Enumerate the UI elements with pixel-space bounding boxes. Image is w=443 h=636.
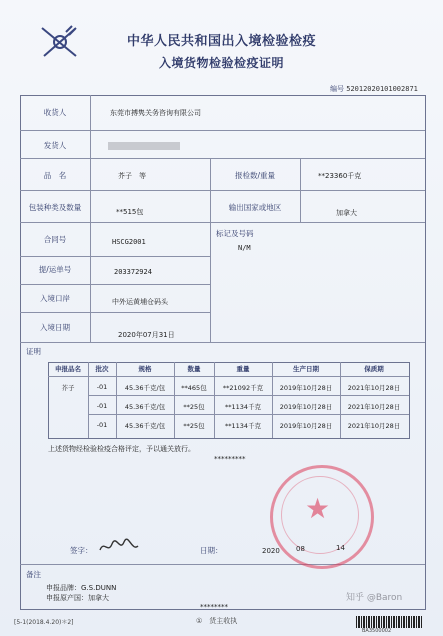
consignee-label: 收货人 — [43, 108, 67, 117]
certificate-number-value: 52012020101002871 — [346, 85, 418, 93]
table-cell: **1134千克 — [224, 403, 262, 411]
remarks-stars: ******** — [200, 603, 228, 611]
table-cell: 45.36千克/包 — [124, 384, 166, 392]
entry-date-label: 入境日期 — [40, 323, 70, 332]
port-value: 中外运黄埔仓码头 — [112, 298, 168, 306]
table-product-cell: 芥子 — [61, 384, 75, 392]
table-cell: 2021年10月28日 — [347, 422, 401, 430]
table-header: 申报品名 — [55, 365, 81, 373]
entry-date-value: 2020年07月31日 — [118, 331, 175, 339]
handwritten-signature — [98, 538, 142, 556]
table-cell: 2019年10月28日 — [279, 403, 333, 411]
document-title: 中华人民共和国出入境检验检疫 — [126, 34, 316, 49]
sign-date-year: 2020 — [262, 547, 280, 555]
contract-label: 合同号 — [43, 235, 67, 244]
table-cell: 2021年10月28日 — [347, 403, 401, 411]
remarks-label: 备注 — [26, 570, 41, 579]
port-label: 入境口岸 — [40, 294, 70, 303]
table-header: 数量 — [187, 365, 201, 373]
remarks-line1: 申报品牌：G.S.DUNN — [46, 584, 117, 592]
table-cell: **25包 — [183, 422, 205, 430]
certificate-section-label: 证明 — [26, 347, 41, 356]
product-name-label: 品 名 — [43, 171, 67, 180]
table-cell: -01 — [96, 402, 108, 410]
table-header: 重量 — [236, 365, 250, 373]
signature-label: 签字： — [70, 546, 93, 555]
bl-value: 203372924 — [114, 268, 152, 276]
form-code: [5-1(2018.4.20)＊2] — [14, 619, 74, 626]
declared-qty-value: **23360千克 — [318, 172, 362, 180]
certificate-number — [330, 84, 418, 94]
table-header: 保质期 — [364, 365, 384, 373]
table-cell: 2021年10月28日 — [347, 384, 401, 392]
document-subtitle: 入境货物检验检疫证明 — [158, 56, 284, 70]
copy-label: ① 货主收执 — [196, 617, 238, 625]
table-cell: 45.36千克/包 — [124, 403, 166, 411]
contract-value: HSCG2001 — [112, 238, 146, 246]
packaging-label: 包装种类及数量 — [28, 203, 82, 212]
table-cell: **25包 — [183, 403, 205, 411]
declared-qty-label: 报检数/重量 — [234, 171, 276, 180]
stamp-star-icon: ★ — [305, 492, 331, 525]
sign-date-day: 14 — [336, 544, 345, 552]
certificate-number-label: 编号 — [330, 85, 344, 93]
table-header: 生产日期 — [293, 365, 319, 373]
bl-label: 提/运单号 — [38, 265, 72, 274]
clearance-statement: 上述货物经检验检疫合格评定，予以通关放行。 — [48, 445, 195, 453]
packaging-value: **515包 — [116, 208, 144, 216]
table-cell: 2019年10月28日 — [279, 384, 333, 392]
table-cell: 2019年10月28日 — [279, 422, 333, 430]
origin-value: 加拿大 — [336, 209, 357, 217]
table-cell: **21092千克 — [222, 384, 264, 392]
table-cell: 45.36千克/包 — [124, 422, 166, 430]
marks-value: N/M — [238, 244, 251, 252]
statement-stars: ********* — [214, 455, 246, 463]
barcode — [356, 616, 422, 628]
origin-label: 输出国家或地区 — [228, 203, 282, 212]
table-cell: **1134千克 — [224, 422, 262, 430]
consignor-redacted — [108, 142, 180, 150]
table-header: 批次 — [95, 365, 109, 373]
table-cell: -01 — [96, 383, 108, 391]
marks-label: 标记及号码 — [216, 229, 254, 238]
barcode-text: BA3500002 — [362, 628, 392, 634]
consignee-value: 东莞市搏隽关务咨询有限公司 — [110, 109, 201, 117]
remarks-line2: 申报原产国：加拿大 — [46, 594, 109, 602]
product-name-value: 芥子 等 — [118, 172, 146, 180]
date-label: 日期： — [200, 546, 223, 555]
consignor-label: 发货人 — [43, 141, 67, 150]
table-cell: **465包 — [181, 384, 207, 392]
sign-date-month: 08 — [296, 545, 305, 553]
table-header: 规格 — [138, 365, 152, 373]
watermark: 知乎 @Baron — [346, 593, 403, 603]
table-cell: -01 — [96, 421, 108, 429]
